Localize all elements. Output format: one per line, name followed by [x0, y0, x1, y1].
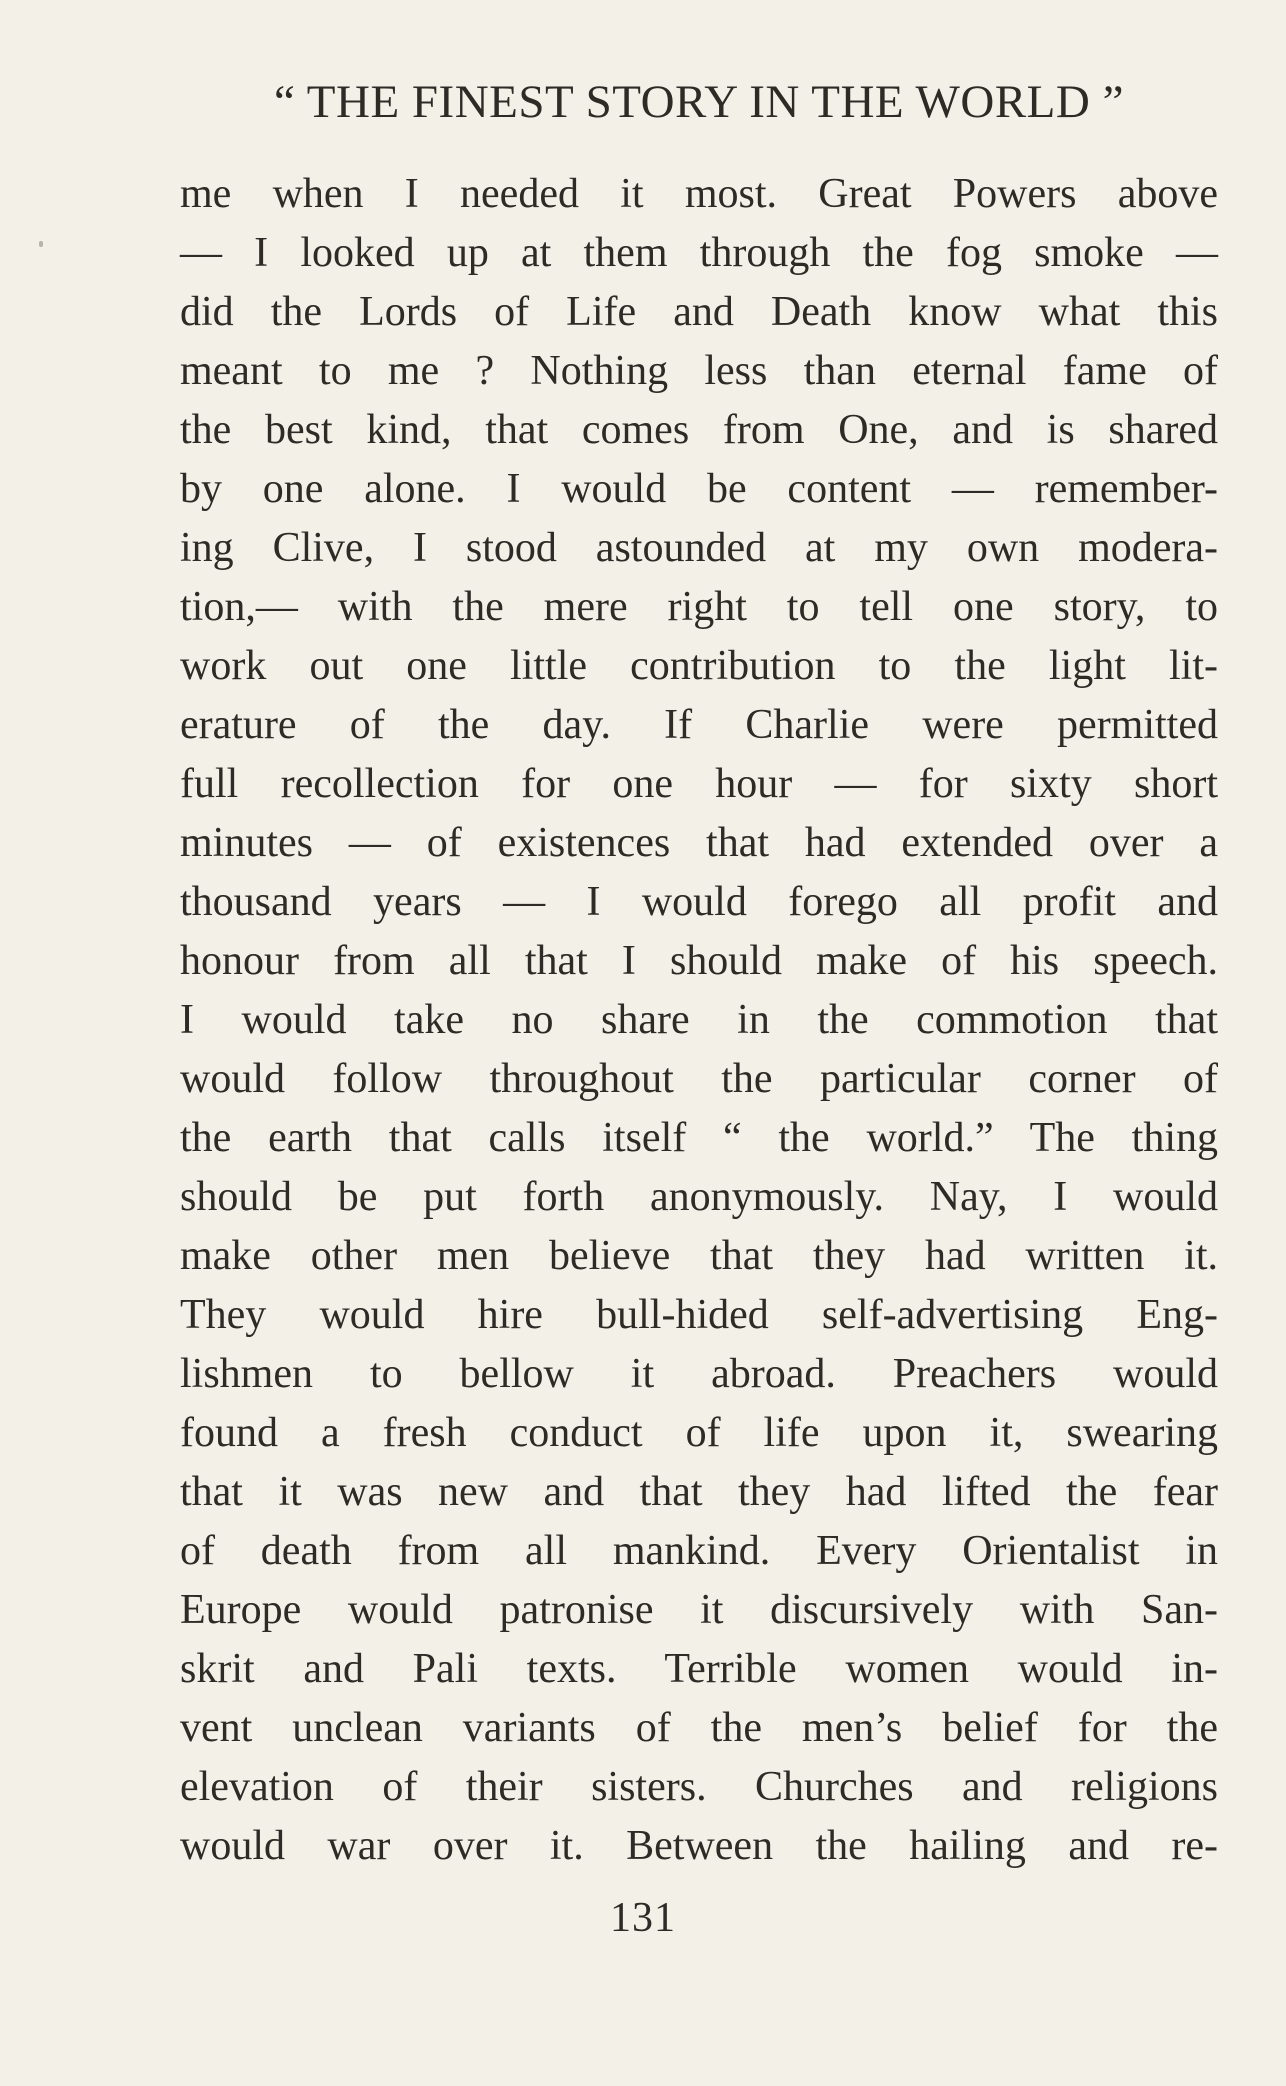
- text-line: ing Clive, I stood astounded at my own modera-: [180, 525, 1218, 571]
- text-line: They would hire bull-hided self-advertising Eng-: [180, 1292, 1218, 1338]
- text-line: vent unclean variants of the men’s belief for the: [180, 1705, 1218, 1751]
- text-line: make other men believe that they had written it.: [180, 1233, 1218, 1279]
- text-line: minutes — of existences that had extended over a: [180, 820, 1218, 866]
- text-line: meant to me ? Nothing less than eternal fame of: [180, 348, 1218, 394]
- text-line: that it was new and that they had lifted the fear: [180, 1469, 1218, 1515]
- text-line: would war over it. Between the hailing and re-: [180, 1823, 1218, 1869]
- text-line: erature of the day. If Charlie were permitted: [180, 702, 1218, 748]
- page-number: 131: [610, 1895, 676, 1941]
- text-line: I would take no share in the commotion that: [180, 997, 1218, 1043]
- text-line: elevation of their sisters. Churches and religions: [180, 1764, 1218, 1810]
- text-line: tion,— with the mere right to tell one story, to: [180, 584, 1218, 630]
- text-line: Europe would patronise it discursively with San-: [180, 1587, 1218, 1633]
- text-line: the best kind, that comes from One, and is shared: [180, 407, 1218, 453]
- text-line: — I looked up at them through the fog smoke —: [180, 230, 1218, 276]
- body-text: [180, 165, 1218, 1876]
- paper-speck: [39, 241, 43, 247]
- running-head: “ THE FINEST STORY IN THE WORLD ”: [274, 76, 1124, 128]
- text-line: me when I needed it most. Great Powers above: [180, 171, 1218, 217]
- text-line: skrit and Pali texts. Terrible women would in-: [180, 1646, 1218, 1692]
- text-line: found a fresh conduct of life upon it, swearing: [180, 1410, 1218, 1456]
- text-line: did the Lords of Life and Death know what this: [180, 289, 1218, 335]
- text-line: would follow throughout the particular corner of: [180, 1056, 1218, 1102]
- text-line: by one alone. I would be content — remember-: [180, 466, 1218, 512]
- text-line: the earth that calls itself “ the world.” The thing: [180, 1115, 1218, 1161]
- text-line: full recollection for one hour — for sixty short: [180, 761, 1218, 807]
- text-line: lishmen to bellow it abroad. Preachers would: [180, 1351, 1218, 1397]
- text-line: honour from all that I should make of his speech.: [180, 938, 1218, 984]
- text-line: work out one little contribution to the light lit-: [180, 643, 1218, 689]
- text-line: thousand years — I would forego all profit and: [180, 879, 1218, 925]
- text-line: of death from all mankind. Every Orientalist in: [180, 1528, 1218, 1574]
- text-line: should be put forth anonymously. Nay, I would: [180, 1174, 1218, 1220]
